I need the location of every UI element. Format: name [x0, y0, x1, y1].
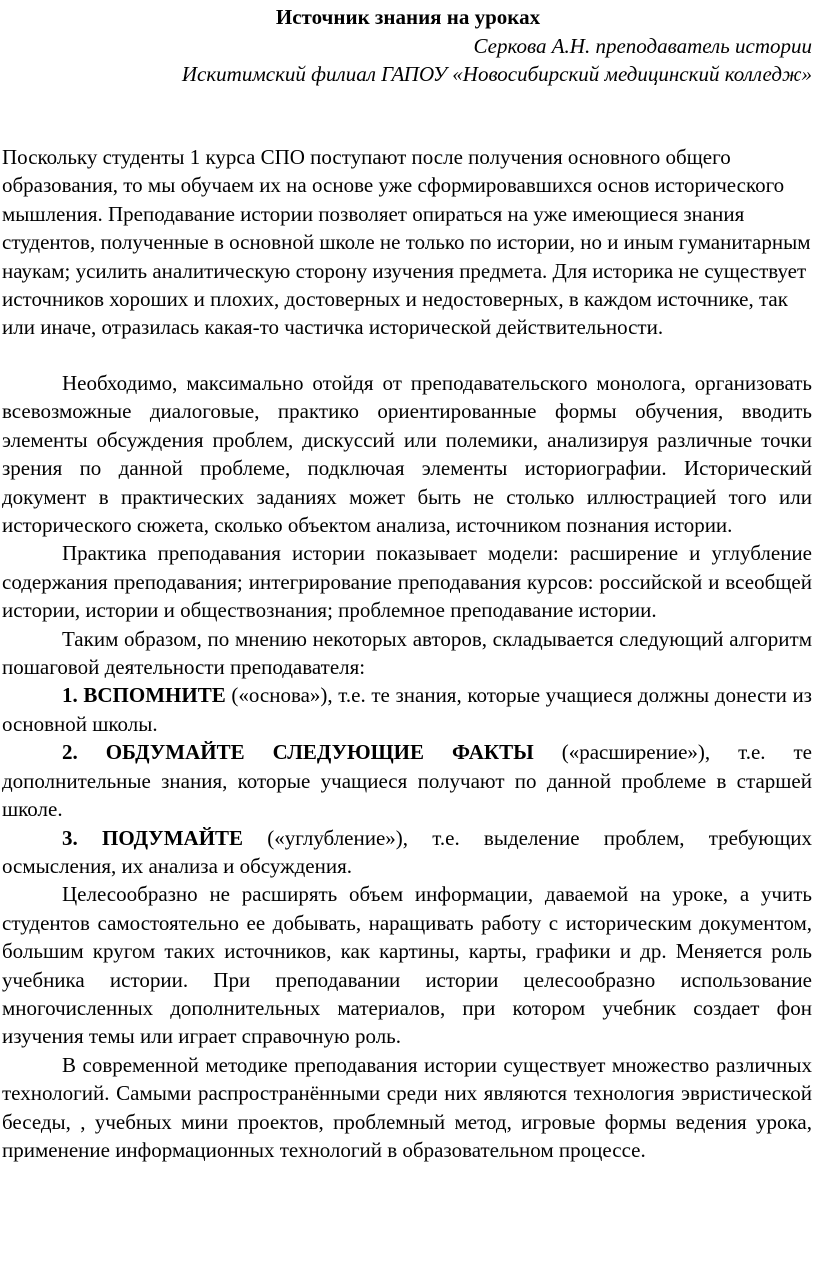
organization-line: Искитимский филиал ГАПОУ «Новосибирский медицинский колледж» [181, 62, 812, 86]
document-title: Источник знания на уроках [275, 5, 541, 29]
step-1-text: («основа»), т.е. те знания, которые учащиеся должны донести из основной школы. [2, 683, 812, 736]
step-2-text: («расширение»), т.е. те дополнительные знания, которые учащиеся получают по данной проблеме в старшей школе. [2, 740, 812, 822]
algorithm-step-1 [2, 681, 812, 738]
step-3-text: («углубление»), т.е. выделение проблем, требующих осмысления, их анализа и обсуждения. [2, 825, 812, 878]
paragraph-practice-models: Практика преподавания истории показывает модели: расширение и углубление содержания преподавания; интегрирование преподавания курсов: российской и всеобщей истории, истории и обществознания; проблемное преподавание истории. [2, 541, 812, 623]
step-3-heading: 3. ПОДУМАЙТЕ [62, 825, 244, 850]
document-body [2, 369, 812, 1164]
algorithm-step-2 [2, 738, 812, 823]
paragraph-technologies: В современной методике преподавания истории существует множество различных технологий. Самыми распространёнными среди них являются технология эвристической беседы, , учебных мини проектов, проблемный метод, игровые формы ведения урока, применение информационных технологий в образовательном процессе. [2, 1052, 812, 1162]
paragraph-dialogue-forms: Необходимо, максимально отойдя от преподавательского монолога, организовать всевозможные диалоговые, практико ориентированные формы обучения, вводить элементы обсуждения проблем, дискуссий или полемики, анализируя различные точки зрения по данной проблеме, подключая элементы историографии. Исторический документ в практических заданиях может быть не столько иллюстрацией того или исторического сюжета, сколько объектом анализа, источником познания истории. [2, 371, 812, 538]
paragraph-algorithm-intro: Таким образом, по мнению некоторых авторов, складывается следующий алгоритм пошаговой деятельности преподавателя: [2, 626, 812, 680]
paragraph-intro: Поскольку студенты 1 курса СПО поступают после получения основного общего образования, то мы обучаем их на основе уже сформировавшихся основ исторического мышления. Преподавание истории позволяет опираться на уже имеющиеся знания студентов, полученные в основной школе не только по истории, но и иным гуманитарным наукам; усилить аналитическую сторону изучения предмета. Для историка не существует источников хороших и плохих, достоверных и недостоверных, в каждом источнике, так или иначе, отразилась какая-то частичка исторической действительности. [2, 145, 811, 340]
paragraph-information-volume: Целесообразно не расширять объем информации, даваемой на уроке, а учить студентов самостоятельно ее добывать, наращивать работу с историческим документом, большим кругом таких источников, как картины, карты, графики и др. Меняется роль учебника истории. При преподавании истории целесообразно использование многочисленных дополнительных материалов, при котором учебник создает фон изучения темы или играет справочную роль. [2, 882, 812, 1049]
step-2-heading: 2. ОБДУМАЙТЕ СЛЕДУЮЩИЕ ФАКТЫ [62, 740, 534, 765]
step-1-heading: 1. ВСПОМНИТЕ [62, 683, 226, 708]
algorithm-step-3 [2, 824, 812, 881]
author-line: Серкова А.Н. преподаватель истории [473, 34, 812, 58]
